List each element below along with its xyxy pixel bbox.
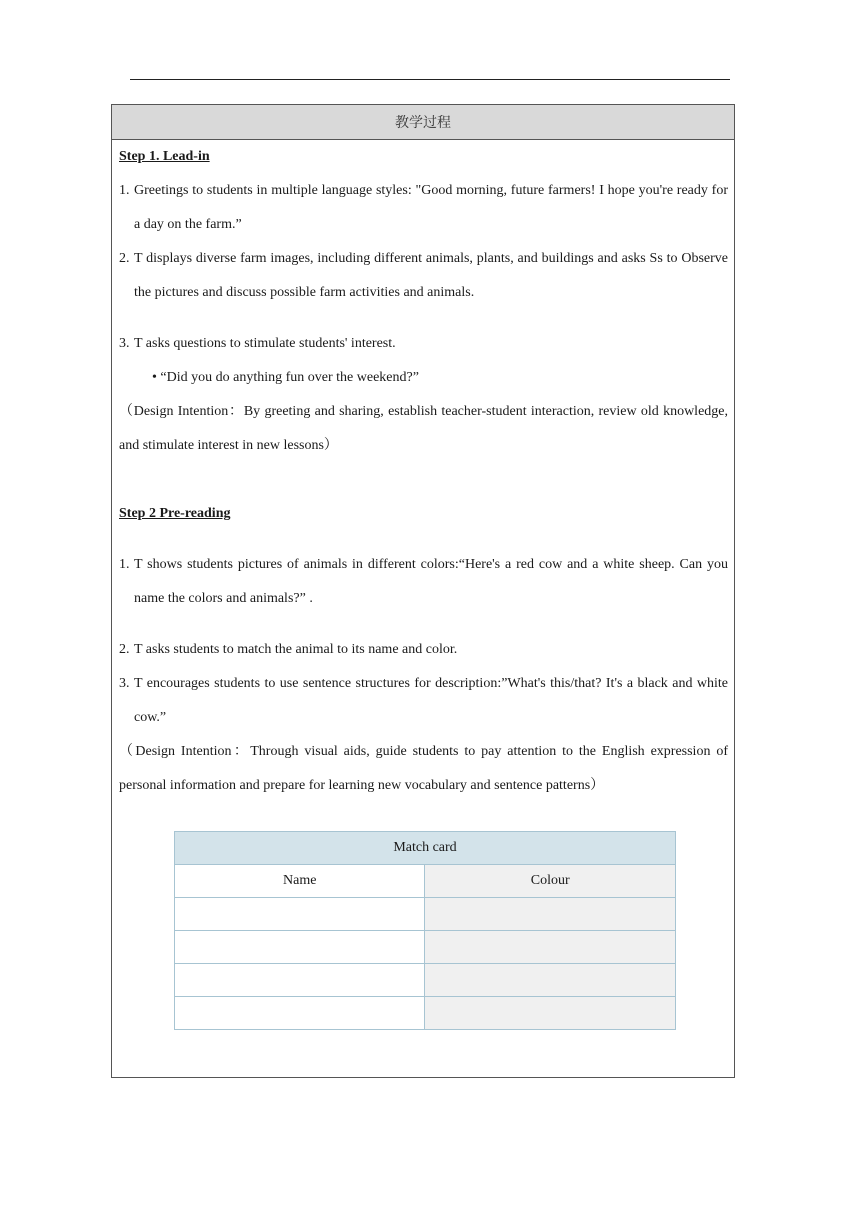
step1-item-2 [119,242,728,310]
item-text: T shows students pictures of animals in different colors:“Here's a red cow and a white sheep. Can you name the colors and animals?” . [134,557,728,606]
table-row [175,931,676,964]
item-text: T asks questions to stimulate students' interest. [134,336,396,351]
item-text: Greetings to students in multiple language styles: "Good morning, future farmers! I hope you're ready for a day on the farm.” [134,183,728,232]
item-text: T displays diverse farm images, including different animals, plants, and buildings and asks Ss to Observe the pictures and discuss possible farm activities and animals. [134,251,728,300]
step2-item-3 [119,667,728,735]
step2-item-1 [119,548,728,616]
item-number: 1. [119,557,130,572]
name-cell [175,931,425,964]
item-number: 2. [119,251,130,266]
table-row [175,898,676,931]
item-number: 2. [119,642,130,657]
item-number: 3. [119,676,130,691]
table-title-row [175,832,676,865]
step2-design-intention: （Design Intention：Through visual aids, guide students to pay attention to the English expression of personal information and prepare for learning new vocabulary and sentence patterns） [119,744,728,793]
spacer [119,531,728,548]
match-card-table [174,831,676,1030]
column-header-colour: Colour [425,865,676,898]
table-row [175,964,676,997]
spacer [119,310,728,327]
spacer [119,616,728,633]
step1-item-1 [119,174,728,242]
spacer [119,463,728,497]
step1-item-3 [119,327,728,361]
step1-heading: Step 1. Lead-in [119,149,210,164]
step2-item-2 [119,633,728,667]
header-rule [130,79,730,80]
item-text: T asks students to match the animal to its name and color. [134,642,458,657]
colour-cell [425,898,676,931]
table-header-row [175,865,676,898]
item-text: T encourages students to use sentence structures for description:”What's this/that? It's a black and white cow.” [134,676,728,725]
step1-bullet: • “Did you do anything fun over the weekend?” [152,370,419,385]
table-row [175,997,676,1030]
column-header-name: Name [175,865,425,898]
step2-heading: Step 2 Pre-reading [119,506,231,521]
teaching-process-box [111,104,735,1078]
item-number: 3. [119,336,130,351]
name-cell [175,964,425,997]
colour-cell [425,964,676,997]
name-cell [175,898,425,931]
match-card-title: Match card [175,832,676,865]
content-area [112,140,734,803]
box-header: 教学过程 [112,105,734,140]
name-cell [175,997,425,1030]
colour-cell [425,931,676,964]
item-number: 1. [119,183,130,198]
step1-design-intention: （Design Intention：By greeting and sharing, establish teacher-student interaction, review old knowledge, and stimulate interest in new lessons） [119,404,728,453]
colour-cell [425,997,676,1030]
